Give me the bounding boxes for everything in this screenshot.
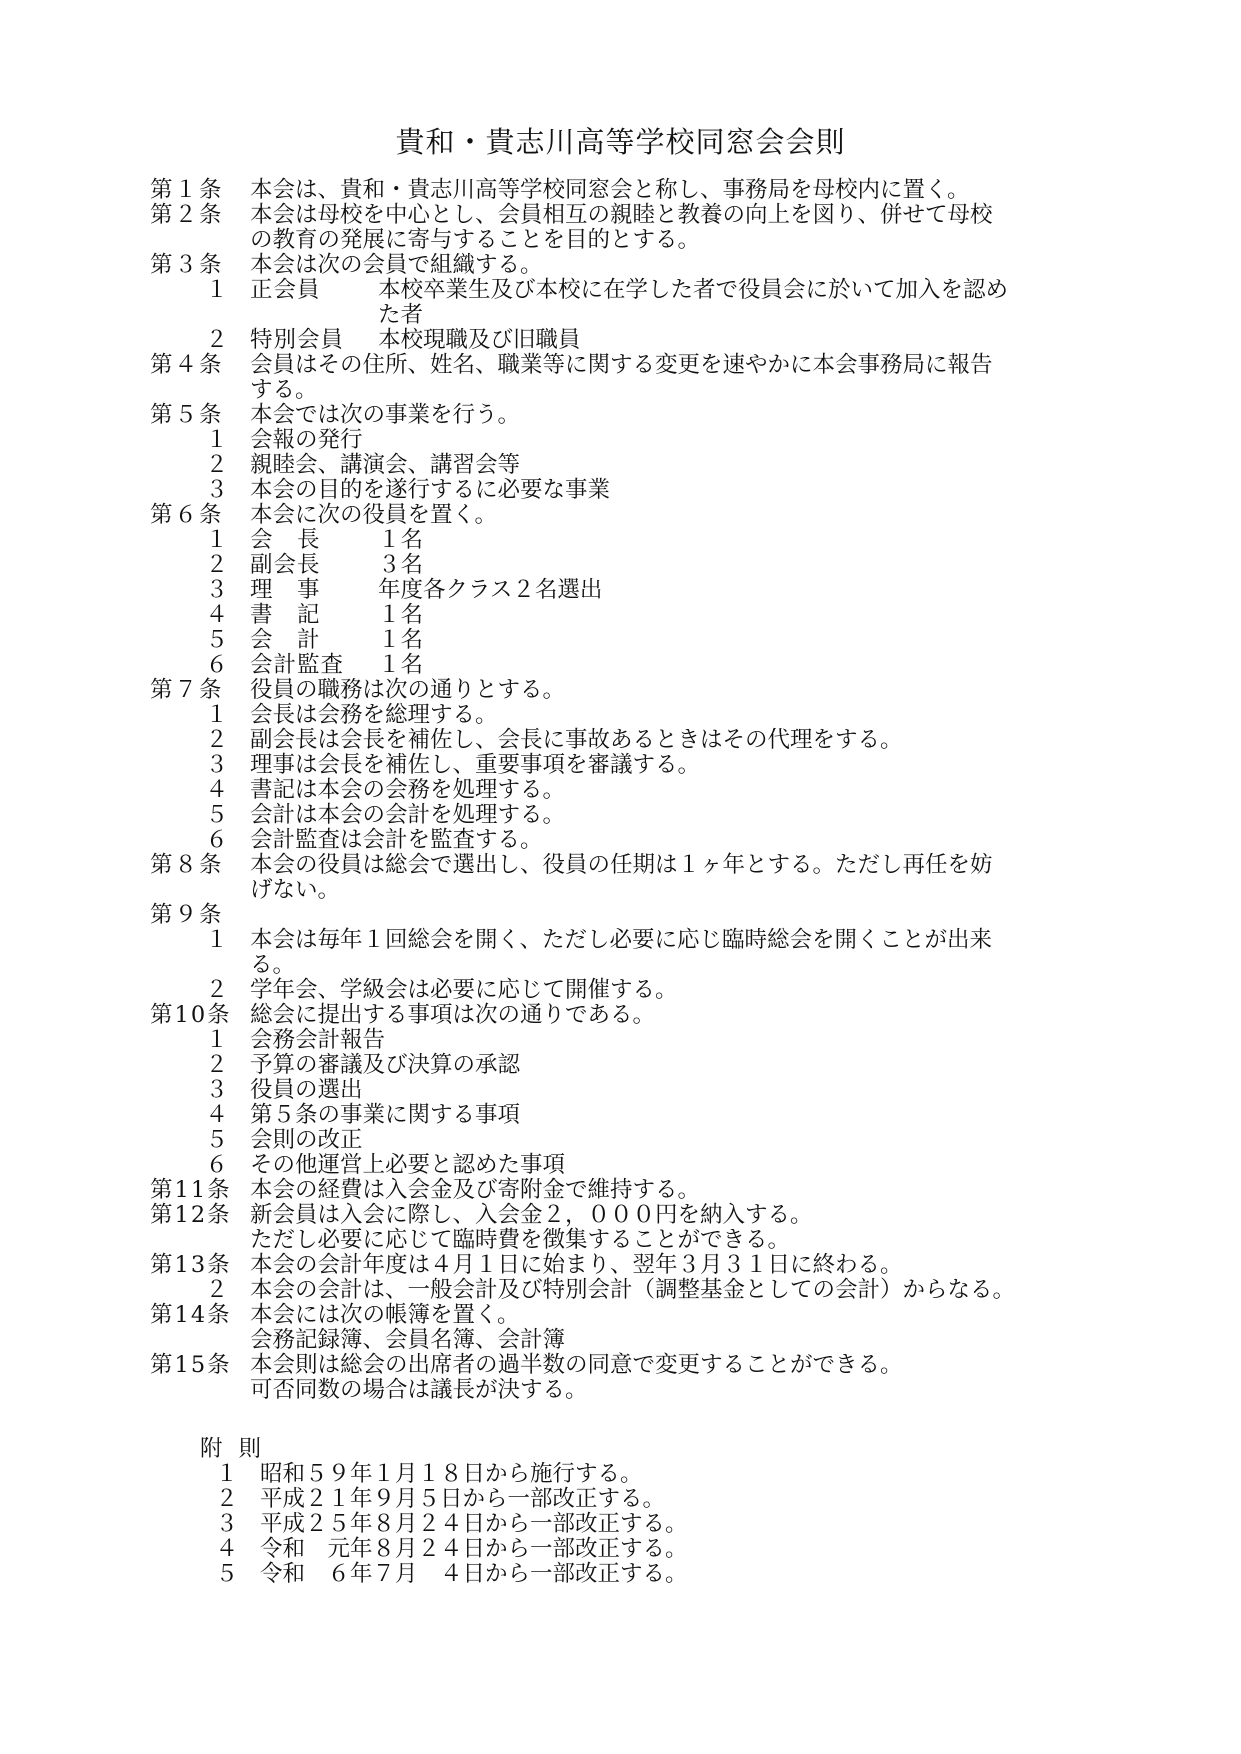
officer-title: 会 長 (250, 527, 321, 553)
item-text: 学年会、学級会は必要に応じて開催する。 (250, 977, 678, 1003)
article-12 (150, 1203, 1100, 1228)
article-text: 本会には次の帳簿を置く。 (250, 1302, 520, 1328)
item-text: 本会の目的を遂行するに必要な事業 (250, 477, 611, 503)
article-9-item (150, 928, 1100, 953)
officer-title: 会 計 (250, 627, 321, 653)
item-number: ２ (205, 1052, 230, 1078)
article-7-item (150, 778, 1100, 803)
item-text: 理事は会長を補佐し、重要事項を審議する。 (250, 752, 701, 778)
supplementary-item (150, 1537, 1100, 1562)
officer-item (150, 628, 1100, 653)
article-1 (150, 178, 1100, 203)
item-number: ２ (205, 1277, 230, 1303)
supplementary-provisions-heading: 附則 (200, 1436, 278, 1462)
officer-count: １名 (378, 652, 424, 678)
item-term: 特別会員 (250, 327, 345, 353)
article-label: 第３条 (150, 252, 224, 278)
article-text: 本会則は総会の出席者の過半数の同意で変更することができる。 (250, 1352, 903, 1378)
article-14 (150, 1303, 1100, 1328)
article-text: 本会は次の会員で組織する。 (250, 252, 543, 278)
article-7 (150, 678, 1100, 703)
item-number: １ (205, 527, 230, 553)
article-10-item (150, 1053, 1100, 1078)
item-number: ６ (205, 652, 230, 678)
item-number: ４ (205, 602, 230, 628)
article-text: 総会に提出する事項は次の通りである。 (250, 1002, 656, 1028)
item-number: ２ (205, 327, 230, 353)
officer-count: 年度各クラス２名選出 (378, 577, 603, 603)
article-5-item (150, 453, 1100, 478)
item-text: 令和 元年８月２４日から一部改正する。 (260, 1536, 688, 1562)
article-text: げない。 (250, 877, 341, 903)
article-text: 本会に次の役員を置く。 (250, 502, 498, 528)
item-number: ３ (205, 1077, 230, 1103)
item-term: 正会員 (250, 277, 321, 303)
item-text: 親睦会、講演会、講習会等 (250, 452, 521, 478)
officer-item (150, 528, 1100, 553)
article-3-item-1-continued (150, 303, 1100, 328)
officer-title: 副会長 (250, 552, 321, 578)
item-number: ６ (205, 827, 230, 853)
article-label: 第４条 (150, 352, 224, 378)
item-number: ５ (205, 802, 230, 828)
article-5 (150, 403, 1100, 428)
item-text: 会計は本会の会計を処理する。 (250, 802, 566, 828)
item-number: ３ (205, 752, 230, 778)
item-number: ５ (205, 627, 230, 653)
article-13-item (150, 1278, 1100, 1303)
item-number: ２ (205, 552, 230, 578)
article-text: 会務記録簿、会員名簿、会計簿 (250, 1327, 566, 1353)
article-label: 第13条 (150, 1252, 232, 1278)
article-10-item (150, 1153, 1100, 1178)
article-label: 第５条 (150, 402, 224, 428)
officer-count: １名 (378, 602, 424, 628)
article-text: 本会は母校を中心とし、会員相互の親睦と教養の向上を図り、併せて母校 (250, 202, 993, 228)
article-7-item (150, 753, 1100, 778)
article-label: 第11条 (150, 1177, 232, 1203)
article-text: 役員の職務は次の通りとする。 (250, 677, 566, 703)
item-number: １ (205, 1027, 230, 1053)
item-text: 本会の会計は、一般会計及び特別会計（調整基金としての会計）からなる。 (250, 1277, 1016, 1303)
item-number: １ (205, 927, 230, 953)
item-text: 会長は会務を総理する。 (250, 702, 498, 728)
article-text: 可否同数の場合は議長が決する。 (250, 1377, 588, 1403)
article-10 (150, 1003, 1100, 1028)
item-number: ２ (205, 727, 230, 753)
article-label: 第９条 (150, 902, 224, 928)
article-3-item-2 (150, 328, 1100, 353)
article-text: 本会の役員は総会で選出し、役員の任期は１ヶ年とする。ただし再任を妨 (250, 852, 993, 878)
officer-item (150, 653, 1100, 678)
item-number: ４ (215, 1536, 238, 1562)
item-text: 平成２１年９月５日から一部改正する。 (260, 1486, 666, 1512)
article-11 (150, 1178, 1100, 1203)
item-number: ５ (205, 1127, 230, 1153)
article-5-item (150, 428, 1100, 453)
article-text: 本会では次の事業を行う。 (250, 402, 521, 428)
item-text: 令和 ６年７月 ４日から一部改正する。 (260, 1561, 688, 1587)
item-number: ３ (215, 1511, 238, 1537)
item-number: ５ (215, 1561, 238, 1587)
article-text: 本会は、貴和・貴志川高等学校同窓会と称し、事務局を母校内に置く。 (250, 177, 970, 203)
article-15-continued (150, 1378, 1100, 1403)
article-label: 第６条 (150, 502, 224, 528)
item-number: １ (205, 702, 230, 728)
item-text: 副会長は会長を補佐し、会長に事故あるときはその代理をする。 (250, 727, 903, 753)
item-number: １ (215, 1461, 238, 1487)
item-text: 書記は本会の会務を処理する。 (250, 777, 566, 803)
article-2 (150, 203, 1100, 228)
article-9 (150, 903, 1100, 928)
officer-item (150, 578, 1100, 603)
item-text: た者 (378, 302, 424, 328)
item-text: 会報の発行 (250, 427, 363, 453)
article-7-item (150, 803, 1100, 828)
article-3-item-1 (150, 278, 1100, 303)
item-number: ３ (205, 477, 230, 503)
item-text: 会計監査は会計を監査する。 (250, 827, 543, 853)
item-text: る。 (250, 952, 296, 978)
article-10-item (150, 1078, 1100, 1103)
item-number: ２ (205, 977, 230, 1003)
item-number: ２ (215, 1486, 238, 1512)
item-text: 第５条の事業に関する事項 (250, 1102, 521, 1128)
article-label: 第２条 (150, 202, 224, 228)
article-text: ただし必要に応じて臨時費を徴集することができる。 (250, 1227, 791, 1253)
article-text: する。 (250, 377, 318, 403)
article-7-item (150, 703, 1100, 728)
article-8-continued (150, 878, 1100, 903)
officer-count: １名 (378, 527, 424, 553)
article-text: 本会の経費は入会金及び寄附金で維持する。 (250, 1177, 701, 1203)
section-spacer (150, 1403, 1100, 1437)
article-4-continued (150, 378, 1100, 403)
supplementary-item (150, 1462, 1100, 1487)
article-2-continued (150, 228, 1100, 253)
document-body (150, 178, 1100, 1587)
article-6 (150, 503, 1100, 528)
article-4 (150, 353, 1100, 378)
officer-count: ３名 (378, 552, 424, 578)
officer-title: 書 記 (250, 602, 321, 628)
item-number: ４ (205, 1102, 230, 1128)
officer-title: 会計監査 (250, 652, 345, 678)
article-text: 新会員は入会に際し、入会金２，０００円を納入する。 (250, 1202, 813, 1228)
supplementary-item (150, 1487, 1100, 1512)
article-10-item (150, 1128, 1100, 1153)
item-text: 昭和５９年１月１８日から施行する。 (260, 1461, 643, 1487)
article-13 (150, 1253, 1100, 1278)
item-text: 会則の改正 (250, 1127, 363, 1153)
article-9-item (150, 978, 1100, 1003)
supplementary-item (150, 1512, 1100, 1537)
article-12-continued (150, 1228, 1100, 1253)
article-14-continued (150, 1328, 1100, 1353)
article-label: 第７条 (150, 677, 224, 703)
article-15 (150, 1353, 1100, 1378)
item-text: 会務会計報告 (250, 1027, 386, 1053)
article-label: 第１条 (150, 177, 224, 203)
item-text: 本校卒業生及び本校に在学した者で役員会に於いて加入を認め (378, 277, 1009, 303)
item-number: ６ (205, 1152, 230, 1178)
item-number: １ (205, 277, 230, 303)
article-label: 第15条 (150, 1352, 232, 1378)
article-text: の教育の発展に寄与することを目的とする。 (250, 227, 701, 253)
officer-item (150, 603, 1100, 628)
item-text: 役員の選出 (250, 1077, 363, 1103)
article-label: 第12条 (150, 1202, 232, 1228)
officer-title: 理 事 (250, 577, 321, 603)
article-label: 第14条 (150, 1302, 232, 1328)
item-number: ２ (205, 452, 230, 478)
article-5-item (150, 478, 1100, 503)
article-8 (150, 853, 1100, 878)
item-text: 本会は毎年１回総会を開く、ただし必要に応じ臨時総会を開くことが出来 (250, 927, 993, 953)
article-10-item (150, 1103, 1100, 1128)
item-text: その他運営上必要と認めた事項 (250, 1152, 566, 1178)
officer-count: １名 (378, 627, 424, 653)
document-title: 貴和・貴志川高等学校同窓会会則 (395, 125, 846, 159)
article-label: 第８条 (150, 852, 224, 878)
item-number: ３ (205, 577, 230, 603)
article-9-item-continued (150, 953, 1100, 978)
item-text: 本校現職及び旧職員 (378, 327, 581, 353)
article-3 (150, 253, 1100, 278)
item-number: ４ (205, 777, 230, 803)
item-text: 予算の審議及び決算の承認 (250, 1052, 521, 1078)
item-text: 平成２５年８月２４日から一部改正する。 (260, 1511, 688, 1537)
article-label: 第10条 (150, 1002, 232, 1028)
article-7-item (150, 828, 1100, 853)
article-text: 会員はその住所、姓名、職業等に関する変更を速やかに本会事務局に報告 (250, 352, 993, 378)
article-text: 本会の会計年度は４月１日に始まり、翌年３月３１日に終わる。 (250, 1252, 903, 1278)
supplementary-item (150, 1562, 1100, 1587)
item-number: １ (205, 427, 230, 453)
article-10-item (150, 1028, 1100, 1053)
article-7-item (150, 728, 1100, 753)
officer-item (150, 553, 1100, 578)
